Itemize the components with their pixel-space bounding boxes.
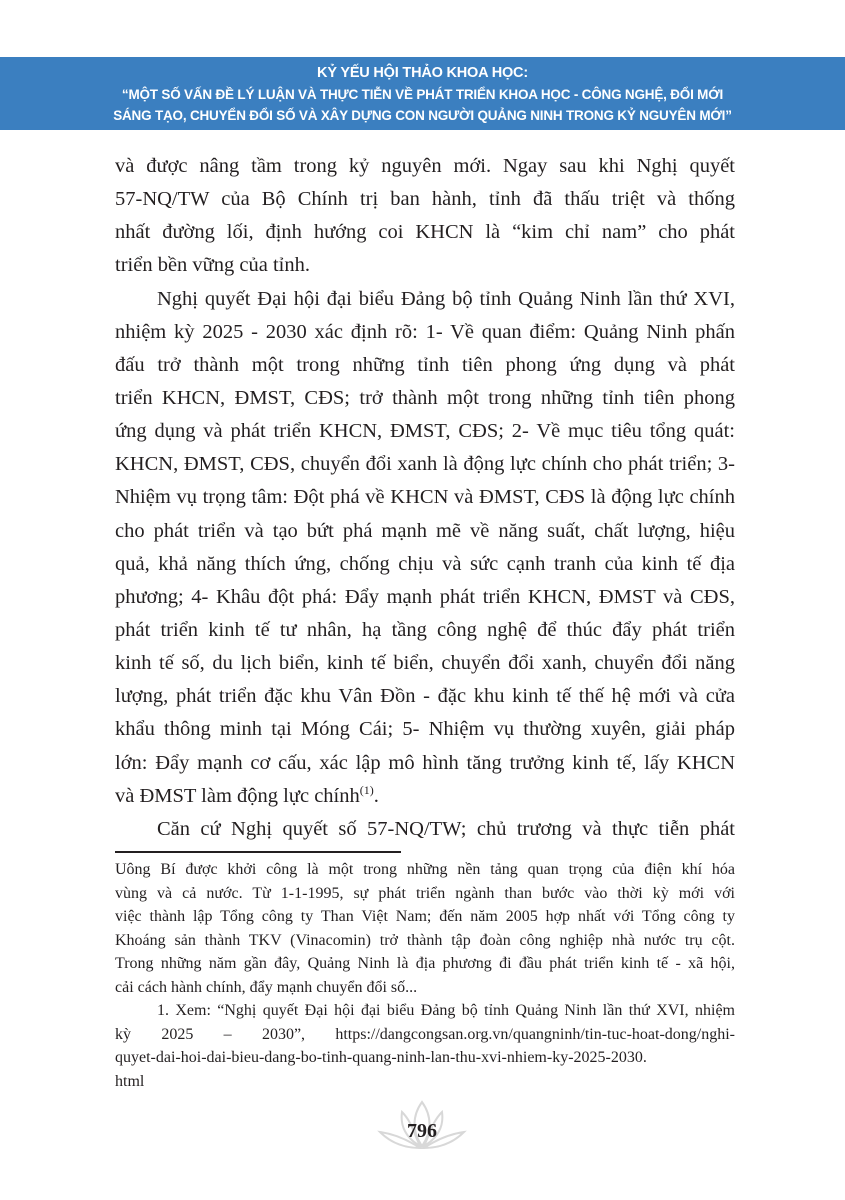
footnote-1: [115, 999, 735, 1093]
text-line: khẩu thông minh tại Móng Cái; 5- Nhiệm vụ thường xuyên, giải pháp: [115, 718, 735, 741]
paragraph-2-last-line: [115, 780, 735, 813]
line-end: .: [373, 784, 379, 807]
body-text: [115, 150, 735, 846]
text-line: Uông Bí được khởi công là một trong những nền tảng quan trọng của điện khí hóa: [115, 861, 735, 878]
text-line: phương; 4- Khâu đột phá: Đẩy mạnh phát triển KHCN, ĐMST và CĐS,: [115, 585, 735, 608]
text-line: đấu trở thành một trong những tỉnh tiên phong ứng dụng và phát: [115, 353, 735, 376]
text-line: lớn: Đẩy mạnh cơ cấu, xác lập mô hình tăng trưởng kinh tế, lấy KHCN: [115, 751, 735, 774]
header-subtitle-line-1: “MỘT SỐ VẤN ĐỀ LÝ LUẬN VÀ THỰC TIỄN VỀ PHÁT TRIỂN KHOA HỌC - CÔNG NGHỆ, ĐỔI MỚI: [121, 87, 724, 102]
page-number: 796: [407, 1120, 437, 1142]
text-line: Trong những năm gần đây, Quảng Ninh là địa phương đi đầu phát triển kinh tế - xã hội,: [115, 955, 735, 972]
running-header: [0, 57, 845, 130]
footnote-ref-1[interactable]: (1): [359, 782, 374, 797]
line-text: và ĐMST làm động lực chính: [115, 784, 360, 807]
text-line: kỳ 2025 – 2030”, https://dangcongsan.org.vn/quangninh/tin-tuc-hoat-dong/nghi-: [115, 1025, 735, 1043]
paragraph-3-line: Căn cứ Nghị quyết số 57-NQ/TW; chủ trương và thực tiễn phát: [157, 817, 735, 840]
text-line: Nghị quyết Đại hội đại biểu Đảng bộ tỉnh Quảng Ninh lần thứ XVI,: [157, 287, 735, 310]
text-line: 57-NQ/TW của Bộ Chính trị ban hành, tỉnh đã thấu triệt và thống: [115, 188, 735, 211]
text-line: ứng dụng và phát triển KHCN, ĐMST, CĐS; 2- Về mục tiêu tổng quát:: [115, 420, 735, 443]
text-line: việc thành lập Tổng công ty Than Việt Nam; đến năm 2005 hợp nhất với Tổng công ty: [115, 908, 735, 925]
text-line: cải cách hành chính, đẩy mạnh chuyển đổi số...: [115, 978, 418, 996]
text-line: Nhiệm vụ trọng tâm: Đột phá về KHCN và ĐMST, CĐS là động lực chính: [115, 486, 735, 509]
paragraph-2: [115, 283, 735, 780]
header-subtitle-line-2: SÁNG TẠO, CHUYỂN ĐỔI SỐ VÀ XÂY DỰNG CON NGƯỜI QUẢNG NINH TRONG KỶ NGUYÊN MỚI”: [113, 108, 732, 123]
text-line: 1. Xem: “Nghị quyết Đại hội đại biểu Đảng bộ tỉnh Quảng Ninh lần thứ XVI, nhiệm: [157, 1002, 735, 1019]
footnote-divider: [115, 851, 401, 853]
text-line: lượng, phát triển đặc khu Vân Đồn - đặc khu kinh tế thế hệ mới và cửa: [115, 685, 735, 708]
text-line: kinh tế số, du lịch biển, kinh tế biển, chuyển đổi xanh, chuyển đổi năng: [115, 652, 735, 675]
text-line: nhất đường lối, định hướng coi KHCN là “kim chỉ nam” cho phát: [115, 221, 735, 244]
text-line: triển bền vững của tỉnh.: [115, 254, 310, 277]
text-line: Khoáng sản thành TKV (Vinacomin) trở thành tập đoàn công nghiệp nhà nước trụ cột.: [115, 931, 735, 949]
text-line: quyet-dai-hoi-dai-bieu-dang-bo-tinh-quang-ninh-lan-thu-xvi-nhiem-ky-2025-2030.: [115, 1049, 647, 1066]
text-line: quả, khả năng thích ứng, chống chịu và sức cạnh tranh của kinh tế địa: [115, 552, 735, 575]
paragraph-1: [115, 150, 735, 283]
header-title: KỶ YẾU HỘI THẢO KHOA HỌC:: [317, 65, 528, 81]
page-number-block: [372, 1098, 472, 1158]
text-line: triển KHCN, ĐMST, CĐS; trở thành một trong những tỉnh tiên phong: [115, 386, 735, 409]
text-line: và được nâng tầm trong kỷ nguyên mới. Ngay sau khi Nghị quyết: [115, 155, 735, 177]
text-line: phát triển kinh tế tư nhân, hạ tầng công nghệ để thúc đẩy phát triển: [115, 618, 735, 641]
text-line: nhiệm kỳ 2025 - 2030 xác định rõ: 1- Về quan điểm: Quảng Ninh phấn: [115, 320, 735, 343]
text-line: html: [115, 1072, 145, 1090]
footnotes: [115, 858, 735, 1093]
text-line: vùng và cả nước. Từ 1-1-1995, sự phát triển ngành than bước vào thời kỳ mới với: [115, 884, 735, 902]
text-line: KHCN, ĐMST, CĐS, chuyển đổi xanh là động lực chính cho phát triển; 3-: [115, 453, 735, 476]
footnote-continuation: [115, 858, 735, 999]
text-line: cho phát triển và tạo bứt phá mạnh mẽ về năng suất, chất lượng, hiệu: [115, 519, 735, 542]
